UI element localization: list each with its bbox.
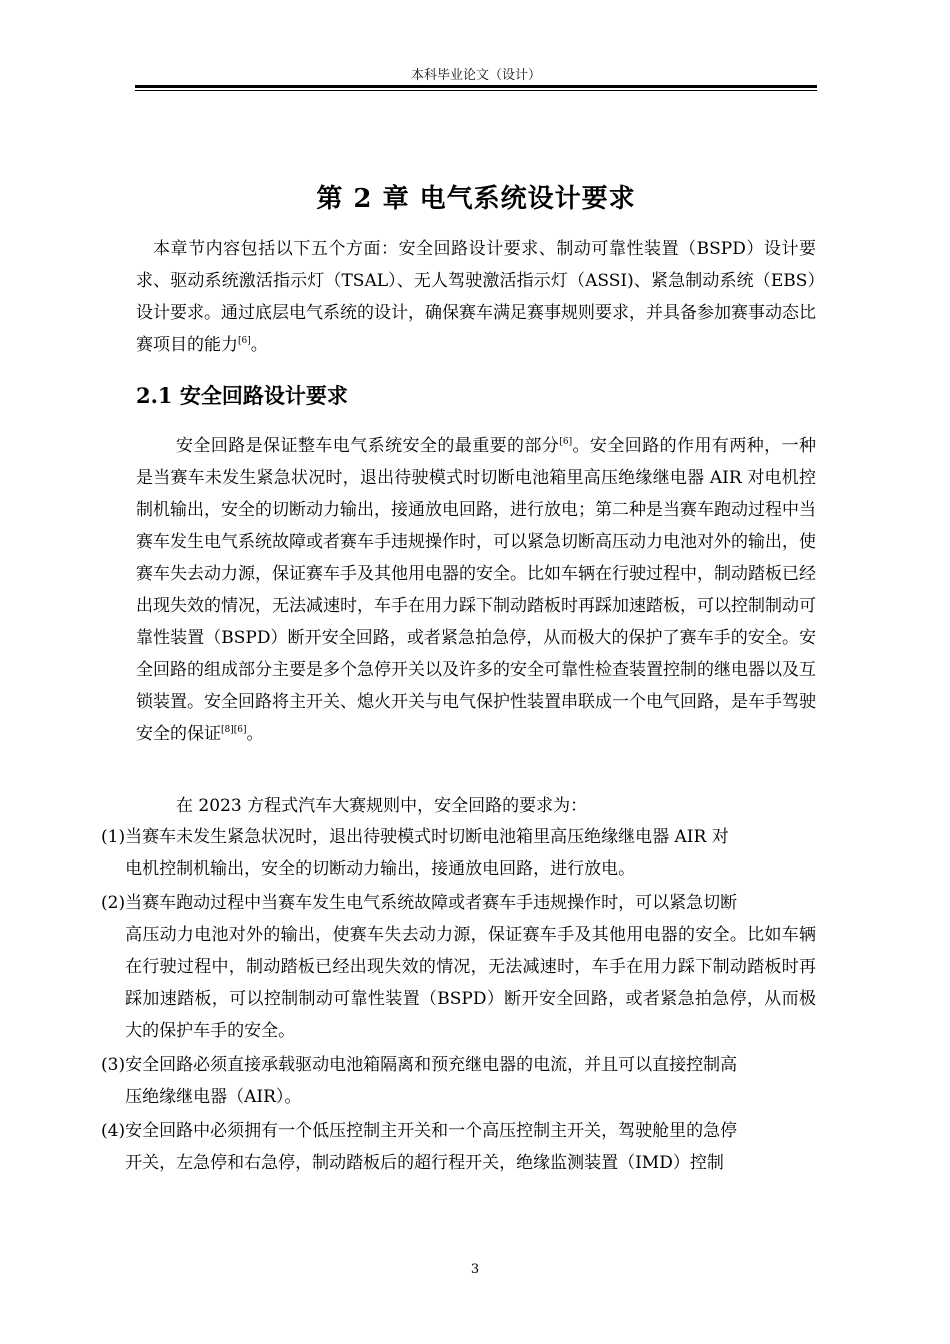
list-item <box>101 821 816 885</box>
list-number: (3) <box>101 1055 126 1075</box>
rules-intro-paragraph: 在 2023 方程式汽车大赛规则中，安全回路的要求为： <box>176 796 588 816</box>
list-item <box>101 1115 816 1179</box>
section-title: 2.1 安全回路设计要求 <box>136 383 348 408</box>
list-number: (4) <box>101 1121 126 1141</box>
chapter-title: 第 2 章 电气系统设计要求 <box>316 184 636 214</box>
list-text-first-line: 安全回路必须直接承载驱动电池箱隔离和预充继电器的电流，并且可以直接控制高 <box>125 1055 738 1075</box>
list-text-continuation: 电机控制机输出，安全的切断动力输出，接通放电回路，进行放电。 <box>125 859 636 879</box>
list-text-continuation: 高压动力电池对外的输出，使赛车失去动力源，保证赛车手及其他用电器的安全。比如车辆在行驶过程中，制动踏板已经出现失效的情况，无法减速时，车手在用力踩下制动踏板时再踩加速踏板，可以控制制动可靠性装置（BSPD）断开安全回路，或者紧急拍急停，从而极大的保护车手的安全。 <box>125 925 816 1041</box>
intro-paragraph <box>136 233 816 361</box>
list-number: (2) <box>101 893 126 913</box>
paragraph-text: 安全回路是保证整车电气系统安全的最重要的部分 <box>176 436 560 456</box>
paragraph-text: 。安全回路的作用有两种，一种是当赛车未发生紧急状况时，退出待驶模式时切断电池箱里高压绝缘继电器 AIR 对电机控制机输出，安全的切断动力输出，接通放电回路，进行放电；第二种是当赛车跑动过程中当赛车发生电气系统故障或者赛车手违规操作时，可以紧急切断高压动力电池对外的输出，使赛车失去动力源，保证赛车手及其他用电器的安全。比如车辆在行驶过程中，制动踏板已经出现失效的情况，无法减速时，车手在用力踩下制动踏板时再踩加速踏板，可以控制制动可靠性装置（BSPD）断开安全回路，或者紧急拍急停，从而极大的保护了赛车手的安全。安全回路的组成部分主要是多个急停开关以及许多的安全可靠性检查装置控制的继电器以及互锁装置。安全回路将主开关、熄火开关与电气保护性装置串联成一个电气回路，是车手驾驶安全的保证 <box>136 436 817 744</box>
list-text-first-line: 当赛车未发生紧急状况时，退出待驶模式时切断电池箱里高压绝缘继电器 AIR 对 <box>125 827 729 847</box>
list-number: (1) <box>101 827 126 847</box>
safety-loop-paragraph <box>136 430 816 750</box>
header-rule-thin <box>135 90 817 91</box>
list-item <box>101 887 816 1047</box>
requirements-list <box>101 821 816 1181</box>
list-text-first-line: 安全回路中必须拥有一个低压控制主开关和一个高压控制主开关，驾驶舱里的急停 <box>125 1121 738 1141</box>
list-item <box>101 1049 816 1113</box>
list-text-continuation: 开关，左急停和右急停，制动踏板后的超行程开关，绝缘监测装置（IMD）控制 <box>125 1153 724 1173</box>
list-text <box>125 1049 816 1113</box>
citation: [6] <box>559 437 573 447</box>
paragraph-end: 。 <box>246 724 264 744</box>
page-header: 本科毕业论文（设计） <box>410 68 541 83</box>
header-rule <box>135 85 817 88</box>
list-text-first-line: 当赛车跑动过程中当赛车发生电气系统故障或者赛车手违规操作时，可以紧急切断 <box>125 893 738 913</box>
intro-text: 本章节内容包括以下五个方面：安全回路设计要求、制动可靠性装置（BSPD）设计要求、驱动系统激活指示灯（TSAL）、无人驾驶激活指示灯（ASSI)、紧急制动系统（EBS）设计要求。通过底层电气系统的设计，确保赛车满足赛事规则要求，并具备参加赛事动态比赛项目的能力 <box>136 239 816 355</box>
page-number: 3 <box>470 1262 480 1277</box>
list-text <box>125 887 816 1047</box>
list-text-continuation: 压绝缘继电器（AIR）。 <box>125 1087 302 1107</box>
citation: [6] <box>238 336 251 346</box>
list-text <box>125 1115 816 1179</box>
list-text <box>125 821 816 885</box>
citation: [8][6] <box>221 725 247 735</box>
intro-end: 。 <box>250 335 268 355</box>
